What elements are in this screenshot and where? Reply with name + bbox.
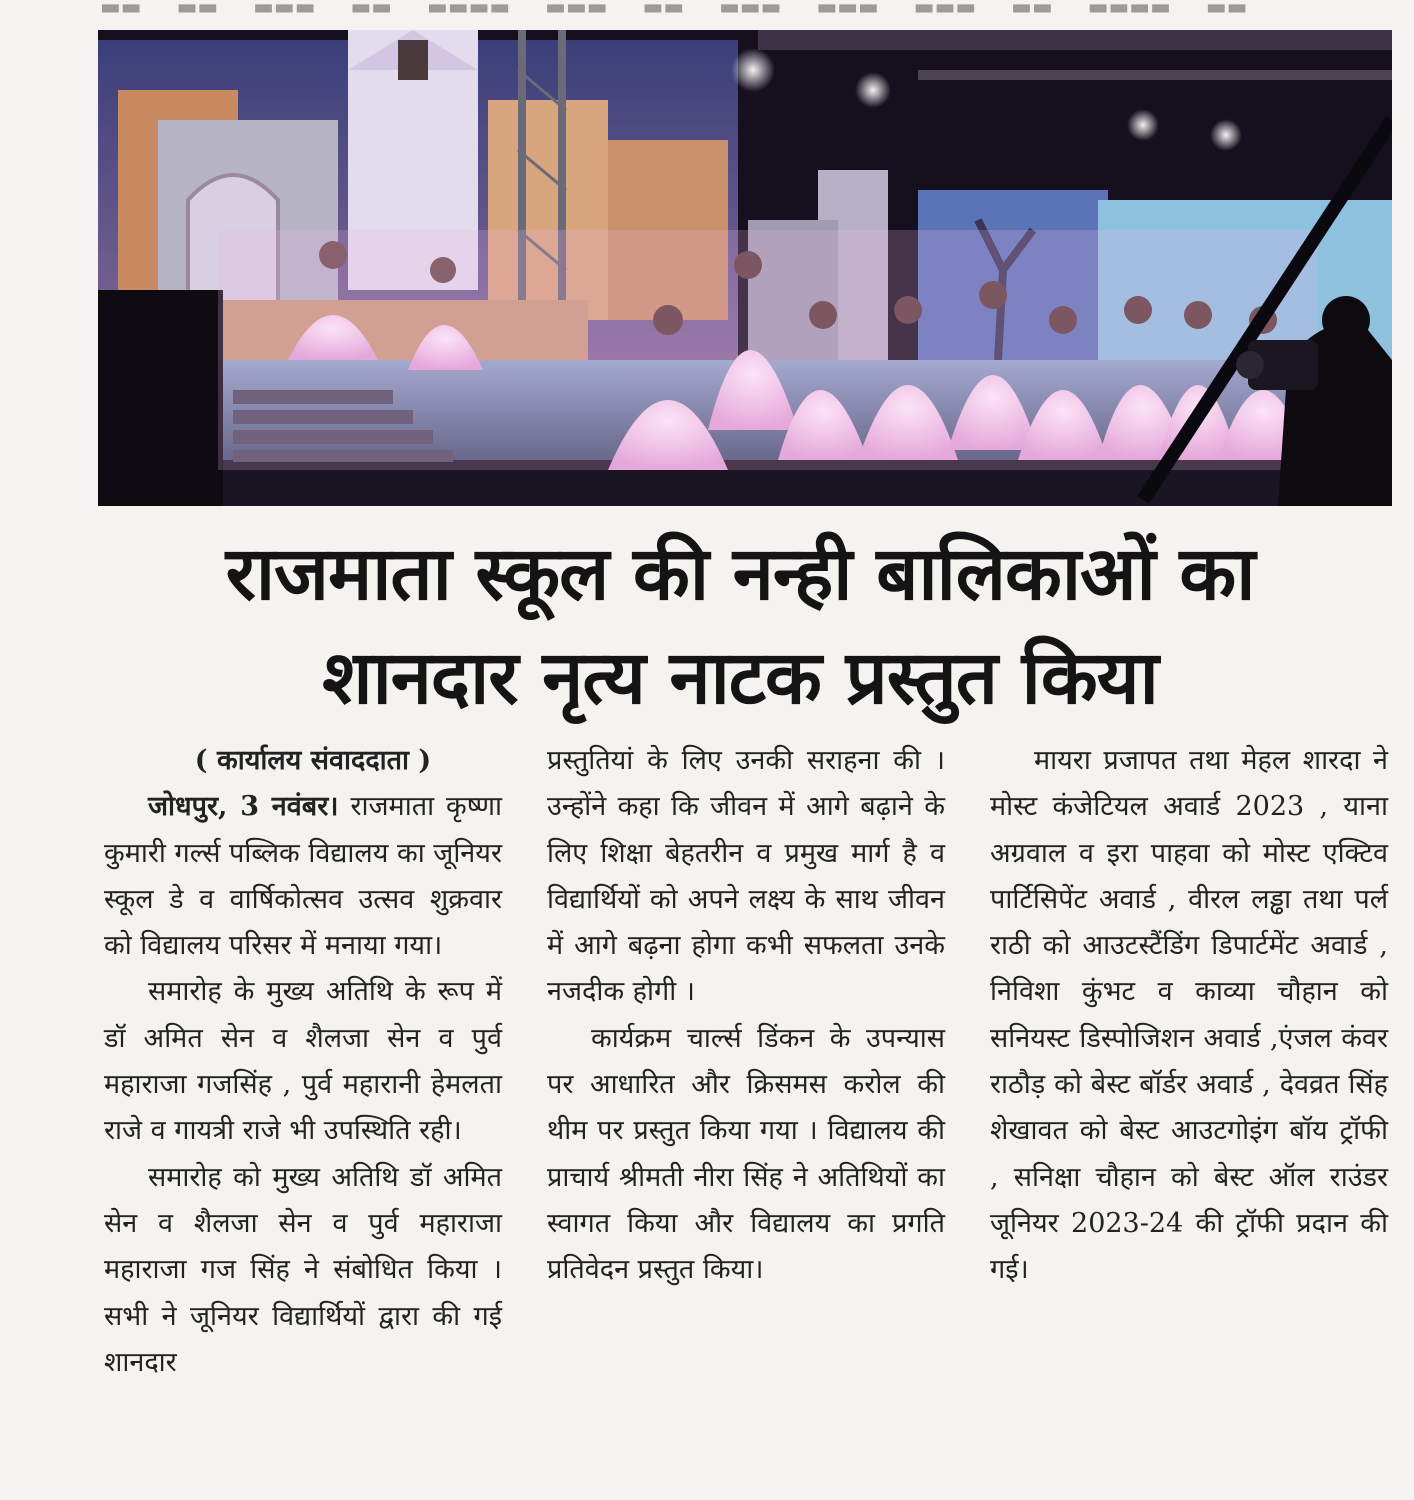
paragraph-awards: मायरा प्रजापत तथा मेहल शारदा ने मोस्ट कंजेटियल अवार्ड 2023 , याना अग्रवाल व इरा पाहवा को मोस्ट एक्टिव पार्टिसिपेंट अवार्ड , वीरल लड्ढा तथा पर्ल राठी को आउटस्टैंडिंग डिपार्टमेंट अवार्ड , निविशा कुंभट व काव्या चौहान को सनियस्ट डिस्पोजिशन अवार्ड ,एंजल कंवर राठौड़ को बेस्ट बॉर्डर अवार्ड , देवव्रत सिंह शेखावत को बेस्ट आउटगोइंग बॉय ट्रॉफी , सनिक्षा चौहान को बेस्ट ऑल राउंडर जूनियर 2023-24 की ट्रॉफी प्रदान की गई। [990,745,1388,1286]
article-column-3 [990,738,1388,1294]
article-headline [60,522,1414,730]
stage-scene-illustration [98,30,1392,506]
stage-performance-photo [98,30,1392,506]
article-column-1 [104,738,502,1386]
paragraph-appreciation: प्रस्तुतियां के लिए उनकी सराहना की । उन्होंने कहा कि जीवन में आगे बढ़ाने के लिए शिक्षा बेहतरीन व प्रमुख मार्ग है व विद्यार्थियों को अपने लक्ष्य के साथ जीवन में आगे बढ़ना होगा कभी सफलता उनके नजदीक होगी । [547,745,945,1008]
byline: ( कार्यालय संवाददाता ) [194,745,432,776]
cropped-previous-text: ▬▬ ▬▬ ▬▬▬ ▬▬ ▬▬▬▬ ▬▬▬ ▬▬ ▬▬▬ ▬▬▬ ▬▬▬ ▬▬ ▬▬▬▬ ▬▬ [100,0,1248,20]
paragraph-address: समारोह को मुख्य अतिथि डॉ अमित सेन व शैलजा सेन व पुर्व महाराजा महाराजा गज सिंह ने संबोधित किया । सभी ने जूनियर विद्यार्थियों द्वारा की गई शानदार [104,1161,502,1378]
paragraph-guests: समारोह के मुख्य अतिथि के रूप में डॉ अमित सेन व शैलजा सेन व पुर्व महाराजा गजसिंह , पुर्व महारानी हेमलता राजे व गायत्री राजे भी उपस्थिति रही। [104,976,502,1147]
paragraph-program: कार्यक्रम चार्ल्स डिंकन के उपन्यास पर आधारित और क्रिसमस करोल की थीम पर प्रस्तुत किया गया । विद्यालय की प्राचार्य श्रीमती नीरा सिंह ने अतिथियों का स्वागत किया और विद्यालय का प्रगति प्रतिवेदन प्रस्तुत किया। [547,1022,945,1286]
headline-line-1: राजमाता स्कूल की नन्ही बालिकाओं का [225,531,1255,617]
lead-paragraph-text: राजमाता कृष्णा कुमारी गर्ल्स पब्लिक विद्यालय का जूनियर स्कूल डे व वार्षिकोत्सव उत्सव शुक्रवार को विद्यालय परिसर में मनाया गया। [104,791,503,962]
dateline: जोधपुर, 3 नवंबर। [148,791,339,823]
headline-line-2: शानदार नृत्य नाटक प्रस्तुत किया [322,635,1158,721]
article-column-2 [547,738,945,1294]
lead-paragraph [104,784,502,969]
